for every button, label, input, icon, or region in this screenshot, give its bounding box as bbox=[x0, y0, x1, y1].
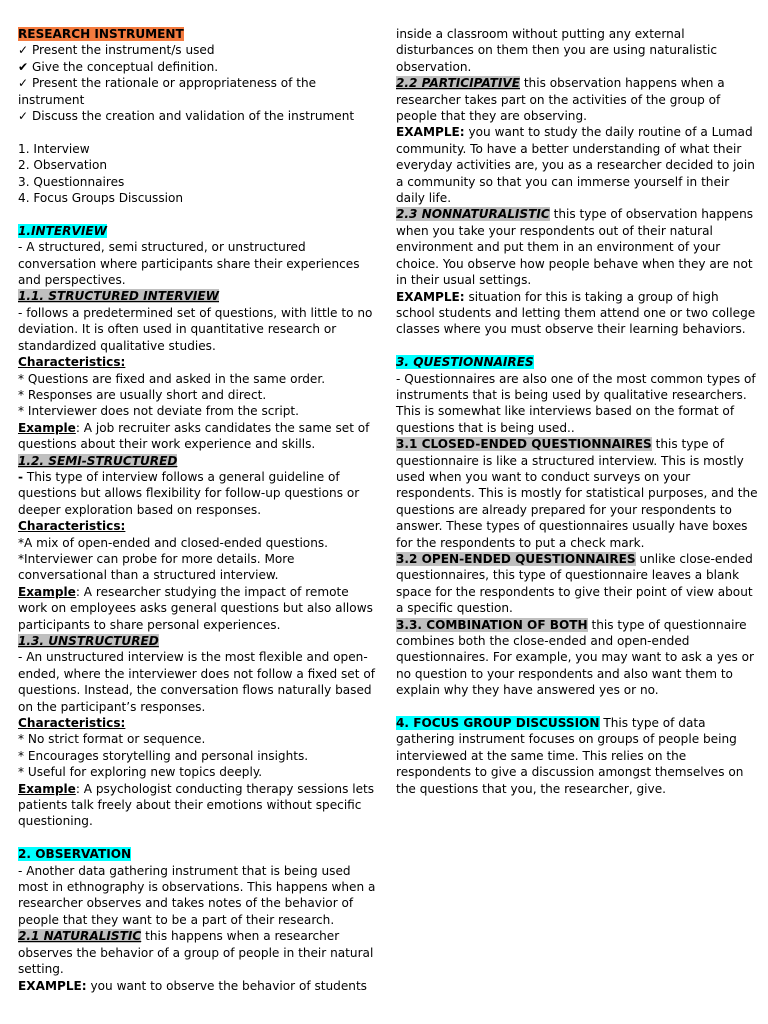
structured-example bbox=[18, 420, 380, 453]
nonnaturalistic-text: this type of observation happens when you take your respondents out of their natural environment and put them in an environment of your choice. You observe how people behave when they are not in their usual settings. bbox=[396, 207, 754, 288]
closed-ended-paragraph bbox=[396, 436, 758, 551]
observation-heading: 2. OBSERVATION bbox=[18, 847, 132, 862]
example-text: : A researcher studying the impact of remote work on employees asks general questions but also allows participants to share personal experiences. bbox=[18, 584, 373, 632]
document-title: RESEARCH INSTRUMENT bbox=[18, 27, 184, 41]
nonnaturalistic-example bbox=[396, 289, 758, 338]
check-item: ✓ Present the rationale or appropriateness of the instrument bbox=[18, 76, 317, 107]
characteristic-item: * Responses are usually short and direct. bbox=[18, 387, 267, 402]
characteristics-label: Characteristics: bbox=[18, 355, 126, 370]
example-text: situation for this is taking a group of high school students and letting them attend one or two college classes where you must observe their learning behaviors. bbox=[396, 289, 756, 337]
example-label: Example bbox=[18, 420, 76, 435]
characteristic-item: * Questions are fixed and asked in the same order. bbox=[18, 371, 326, 386]
participative-heading: 2.2 PARTICIPATIVE bbox=[396, 76, 520, 91]
characteristics-label: Characteristics: bbox=[18, 519, 126, 534]
characteristic-item: *A mix of open-ended and closed-ended questions. bbox=[18, 535, 329, 550]
interview-heading: 1.INTERVIEW bbox=[18, 223, 107, 238]
combination-text: this type of questionnaire combines both the close-ended and open-ended questionnaires. For example, you may want to ask a yes or no question to your respondents and also want them to explain why they have answered yes or no. bbox=[396, 617, 755, 698]
example-text: : A job recruiter asks candidates the same set of questions about their work experience and skills. bbox=[18, 420, 370, 452]
example-label: Example bbox=[18, 781, 76, 796]
naturalistic-heading: 2.1 NATURALISTIC bbox=[18, 929, 142, 944]
closed-ended-heading: 3.1 CLOSED-ENDED QUESTIONNAIRES bbox=[396, 437, 652, 452]
right-column bbox=[396, 26, 758, 797]
questionnaires-heading: 3. QUESTIONNAIRES bbox=[396, 355, 534, 370]
dash: - bbox=[18, 469, 24, 484]
observation-heading-line bbox=[18, 846, 380, 862]
left-column bbox=[18, 26, 380, 994]
participative-text: this observation happens when a researcher takes part on the activities of the group of people that they are observing. bbox=[396, 76, 725, 124]
open-ended-heading: 3.2 OPEN-ENDED QUESTIONNAIRES bbox=[396, 551, 636, 566]
interview-heading-line bbox=[18, 223, 380, 239]
characteristic-item: * Useful for exploring new topics deeply. bbox=[18, 765, 263, 780]
example-text: : A psychologist conducting therapy sessions lets patients talk freely about their emotions without specific questioning. bbox=[18, 781, 375, 829]
semi-heading-line bbox=[18, 453, 380, 469]
check-item: ✓ Present the instrument/s used bbox=[18, 43, 215, 58]
structured-heading: 1.1. STRUCTURED INTERVIEW bbox=[18, 289, 219, 304]
unstructured-description: - An unstructured interview is the most flexible and open-ended, where the interviewer does not follow a fixed set of questions. Instead, the conversation flows naturally based on the participant’s responses. bbox=[18, 650, 375, 714]
questionnaires-description: - Questionnaires are also one of the most common types of instruments that is being used by qualitative researchers. This is somewhat like interviews based on the format of questions that is being used.. bbox=[396, 371, 756, 435]
focus-group-paragraph bbox=[396, 715, 758, 797]
characteristic-item: * Encourages storytelling and personal insights. bbox=[18, 748, 309, 763]
closed-ended-text: this type of questionnaire is like a structured interview. This is mostly used when you want to conduct surveys on your respondents. This is mostly for statistical purposes, and the questions are already prepared for your respondents to answer. These types of questionnaires usually have boxes for the respondents to put a check mark. bbox=[396, 437, 758, 550]
naturalistic-text: this happens when a researcher observes the behavior of a group of people in their natural setting. bbox=[18, 929, 374, 977]
observation-description: - Another data gathering instrument that is being used most in ethnography is observations. This happens when a researcher observes and takes notes of the behavior of people that they want to be a part of their research. bbox=[18, 863, 376, 927]
unstructured-example bbox=[18, 781, 380, 830]
list-item: 1. Interview bbox=[18, 141, 90, 156]
nonnaturalistic-heading: 2.3 NONNATURALISTIC bbox=[396, 207, 550, 222]
unstructured-heading: 1.3. UNSTRUCTURED bbox=[18, 634, 159, 648]
interview-description: - A structured, semi structured, or unstructured conversation where participants share their experiences and perspectives. bbox=[18, 240, 360, 288]
example-text: you want to observe the behavior of students bbox=[86, 978, 367, 993]
open-ended-text: unlike close-ended questionnaires, this type of questionnaire leaves a blank space for the respondents to give their point of view about a specific question. bbox=[396, 551, 753, 616]
characteristic-item: * No strict format or sequence. bbox=[18, 732, 206, 747]
nonnaturalistic-paragraph bbox=[396, 206, 758, 288]
check-item: ✓ Discuss the creation and validation of the instrument bbox=[18, 109, 355, 124]
example-label: EXAMPLE: bbox=[18, 978, 87, 993]
example-label: EXAMPLE: bbox=[396, 125, 465, 140]
structured-description: - follows a predetermined set of questions, with little to no deviation. It is often used in quantitative research or standardized qualitative studies. bbox=[18, 305, 373, 353]
semi-example bbox=[18, 584, 380, 633]
questionnaires-heading-line bbox=[396, 354, 758, 370]
list-item: 4. Focus Groups Discussion bbox=[18, 191, 184, 206]
semi-description bbox=[18, 469, 380, 518]
list-item: 3. Questionnaires bbox=[18, 174, 125, 189]
list-item: 2. Observation bbox=[18, 158, 108, 173]
naturalistic-example bbox=[18, 978, 380, 994]
combination-paragraph bbox=[396, 617, 758, 699]
semi-structured-heading: 1.2. SEMI-STRUCTURED bbox=[18, 453, 178, 468]
semi-description-text: This type of interview follows a general guideline of questions but allows flexibility for follow-up questions or deeper exploration based on responses. bbox=[18, 469, 360, 517]
check-item: ✔ Give the conceptual definition. bbox=[18, 59, 219, 74]
focus-group-heading: 4. FOCUS GROUP DISCUSSION bbox=[396, 716, 600, 731]
continued-text: inside a classroom without putting any external disturbances on them then you are using naturalistic observation. bbox=[396, 27, 718, 74]
example-label: EXAMPLE: bbox=[396, 289, 465, 304]
example-label: Example bbox=[18, 584, 76, 599]
unstructured-heading-line bbox=[18, 633, 380, 649]
characteristics-label: Characteristics: bbox=[18, 716, 126, 731]
naturalistic-paragraph bbox=[18, 928, 380, 977]
open-ended-paragraph bbox=[396, 551, 758, 617]
title-line bbox=[18, 26, 380, 42]
characteristic-item: *Interviewer can probe for more details. More conversational than a structured interview. bbox=[18, 551, 295, 583]
participative-paragraph bbox=[396, 75, 758, 124]
participative-example bbox=[396, 124, 758, 206]
focus-group-text: This type of data gathering instrument focuses on groups of people being interviewed at the same time. This relies on the respondents to give a discussion amongst themselves on the questions that you, the researcher, give. bbox=[396, 716, 744, 796]
characteristic-item: * Interviewer does not deviate from the script. bbox=[18, 404, 299, 419]
structured-heading-line bbox=[18, 288, 380, 304]
combination-heading: 3.3. COMBINATION OF BOTH bbox=[396, 617, 588, 632]
example-text: you want to study the daily routine of a Lumad community. To have a better understanding of what their everyday activities are, you as a researcher decided to join a community so that you can immerse yourself in their daily life. bbox=[396, 125, 755, 206]
